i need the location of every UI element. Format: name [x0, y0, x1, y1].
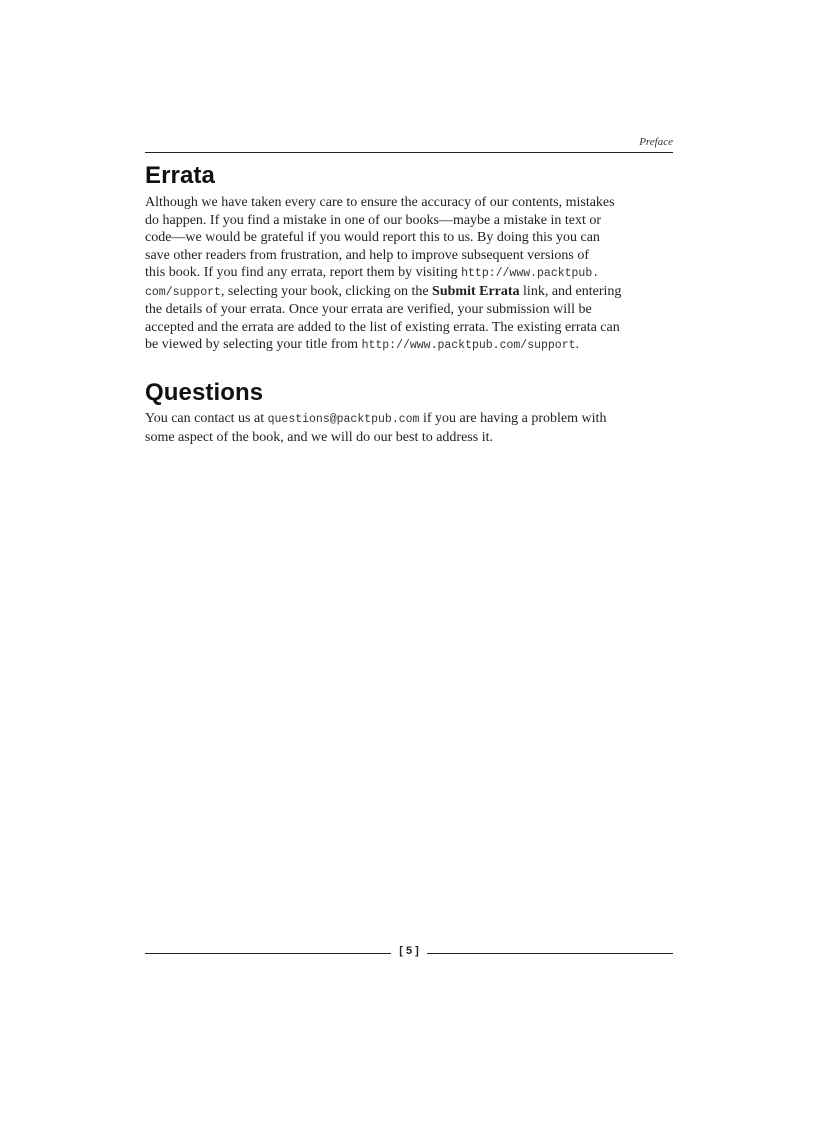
running-header: Preface — [639, 136, 673, 148]
errata-heading: Errata — [145, 162, 215, 189]
questions-line: some aspect of the book, and we will do our best to address it. — [145, 429, 493, 445]
support-url[interactable]: http://www.packtpub.com/support — [361, 339, 576, 352]
errata-line: do happen. If you find a mistake in one of our books—maybe a mistake in text or — [145, 212, 602, 228]
questions-paragraph — [145, 410, 675, 446]
errata-line-text: , selecting your book, clicking on the — [220, 283, 433, 299]
errata-paragraph — [145, 194, 675, 355]
errata-line-text: . — [575, 337, 579, 352]
questions-heading: Questions — [145, 379, 264, 406]
footer-rule-right — [427, 953, 673, 954]
submit-errata-label: Submit Errata — [432, 283, 520, 299]
errata-line-text: link, and entering — [519, 283, 622, 299]
page-footer — [145, 945, 673, 961]
questions-line — [145, 410, 675, 429]
errata-line: the details of your errata. Once your errata are verified, your submission will be — [145, 302, 592, 317]
questions-email[interactable]: questions@packtpub.com — [267, 413, 420, 426]
errata-line — [145, 264, 675, 283]
questions-line-text: if you are having a problem with — [419, 411, 607, 426]
errata-line: accepted and the errata are added to the list of existing errata. The existing errata can — [145, 319, 620, 335]
errata-line: code—we would be grateful if you would report this to us. By doing this you can — [145, 230, 600, 245]
errata-line-text: this book. If you find any errata, report them by visiting — [145, 265, 462, 280]
support-url-part1[interactable]: http://www.packtpub. — [461, 267, 600, 280]
errata-line: save other readers from frustration, and help to improve subsequent versions of — [145, 247, 589, 263]
errata-line — [145, 283, 675, 302]
page-number: [ 5 ] — [399, 945, 419, 957]
errata-line-text: be viewed by selecting your title from — [145, 337, 362, 352]
support-url-part2[interactable]: com/support — [145, 285, 221, 299]
header-rule — [145, 152, 673, 153]
errata-line: Although we have taken every care to ensure the accuracy of our contents, mistakes — [145, 195, 615, 210]
footer-rule-left — [145, 953, 391, 954]
errata-line — [145, 336, 675, 355]
questions-line-text: You can contact us at — [145, 411, 268, 426]
